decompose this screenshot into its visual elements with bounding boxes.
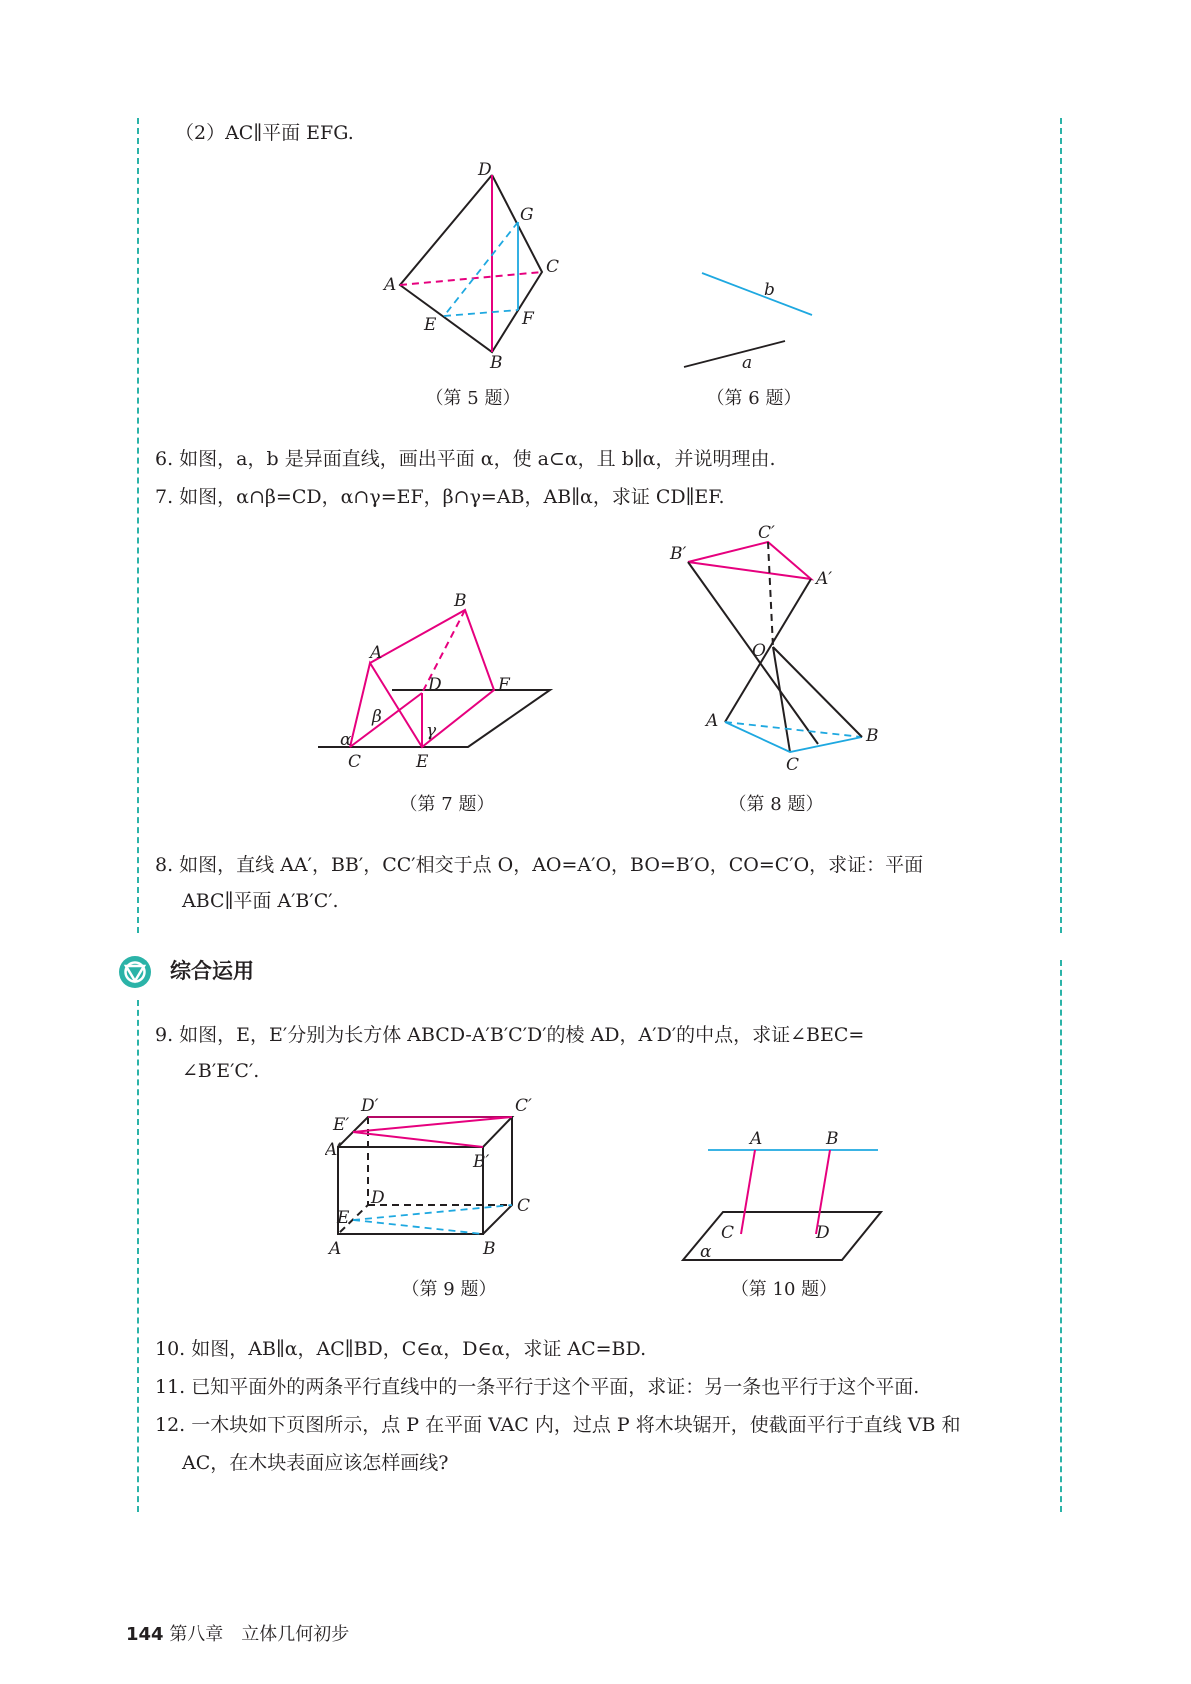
figure-9 (325, 1095, 555, 1265)
fig9-label-Cp: C′ (515, 1096, 532, 1116)
caption-fig6: （第 6 题） (706, 388, 802, 409)
fig10-label-D: D (816, 1223, 830, 1243)
figure-5 (380, 160, 580, 370)
figure-8 (668, 522, 888, 772)
question-8-line1: 8. 如图，直线 AA′，BB′，CC′相交于点 O，AO=A′O，BO=B′O，CO=C′O，求证：平面 (155, 854, 924, 876)
fig9-top-edges (338, 1117, 512, 1147)
section-title: 综合运用 (170, 959, 254, 983)
fig8-label-C: C (786, 755, 800, 772)
fig5-edge-EF (444, 310, 518, 316)
fig5-label-C: C (546, 257, 560, 277)
fig7-label-beta: β (372, 707, 382, 727)
fig5-label-A: A (384, 275, 397, 295)
question-6: 6. 如图，a，b 是异面直线，画出平面 α，使 a⊂α，且 b∥α，并说明理由. (155, 448, 776, 470)
page-footer (126, 1623, 349, 1647)
question-10: 10. 如图，AB∥α，AC∥BD，C∈α，D∈α，求证 AC=BD. (155, 1338, 647, 1360)
fig10-plane (683, 1212, 881, 1260)
fig10-label-B: B (826, 1130, 839, 1149)
fig8-label-B: B (866, 726, 879, 746)
fig9-label-E: E (337, 1208, 350, 1228)
fig8-line-AA (725, 579, 811, 722)
fig8-label-Bp: B′ (670, 544, 687, 564)
fig5-outline (400, 175, 542, 352)
fig9-label-Ap: A′ (325, 1140, 342, 1160)
question-12-line2: AC，在木块表面应该怎样画线? (182, 1452, 449, 1474)
fig8-label-O: O (752, 641, 766, 661)
fig10-label-C: C (721, 1223, 735, 1243)
fig8-triangle-top (688, 542, 811, 579)
fig5-label-E: E (424, 315, 437, 335)
caption-fig7: （第 7 题） (399, 794, 495, 815)
fig8-label-A: A (706, 711, 719, 731)
frame-right-dash-top (1060, 118, 1062, 933)
frame-left-dash-top (137, 118, 139, 933)
fig8-label-Ap: A′ (816, 569, 833, 589)
caption-fig8: （第 8 题） (728, 794, 824, 815)
fig7-label-alpha: α (340, 730, 352, 750)
fig7-label-gamma: γ (426, 721, 437, 741)
fig7-label-D: D (428, 675, 442, 695)
fig10-AC (741, 1150, 755, 1234)
caption-fig5: （第 5 题） (425, 388, 521, 409)
fig5-label-B: B (490, 353, 503, 370)
fig7-label-A: A (370, 643, 383, 663)
fig10-label-A: A (750, 1130, 763, 1149)
fig9-label-C: C (517, 1196, 531, 1216)
figure-10 (678, 1130, 898, 1265)
frame-left-dash-bottom (137, 1000, 139, 1512)
fig7-label-F: F (498, 675, 510, 695)
fig9-label-D: D (371, 1188, 385, 1208)
section-icon (118, 955, 152, 989)
question-12-line1: 12. 一木块如下页图所示，点 P 在平面 VAC 内，过点 P 将木块锯开，使截面平行于直线 VB 和 (155, 1414, 961, 1436)
fig9-EB (353, 1220, 483, 1234)
question-8-line2: ABC∥平面 A′B′C′. (182, 890, 339, 912)
fig8-triangle-bottom-solid (725, 722, 862, 752)
fig7-label-B: B (454, 591, 467, 611)
fig9-label-Bp: B′ (473, 1152, 490, 1172)
question-9-line1: 9. 如图，E，E′分别为长方体 ABCD-A′B′C′D′的棱 AD，A′D′的中点，求证∠BEC= (155, 1024, 865, 1046)
fig8-label-Cp: C′ (758, 523, 775, 543)
fig5-edge-GE (444, 222, 518, 316)
fig6-label-b: b (764, 280, 775, 300)
fig9-label-Dp: D′ (361, 1096, 379, 1116)
fig10-BD (816, 1150, 830, 1234)
figure-6 (680, 265, 830, 375)
fig7-label-C: C (348, 752, 362, 770)
fig7-label-E: E (416, 752, 429, 770)
frame-right-dash-bottom (1060, 960, 1062, 1512)
fig10-label-alpha: α (700, 1242, 712, 1262)
fig6-label-a: a (742, 353, 753, 373)
fig5-label-D: D (478, 160, 492, 180)
fig6-line-a (684, 341, 785, 367)
fig9-label-A: A (329, 1239, 342, 1259)
q5-part2: （2）AC∥平面 EFG. (175, 122, 354, 144)
fig9-label-Ep: E′ (333, 1115, 350, 1135)
figure-7 (310, 590, 560, 770)
fig8-edge-AB (725, 722, 862, 737)
fig9-right-edges (483, 1117, 512, 1234)
fig5-label-G: G (520, 205, 534, 225)
fig5-label-F: F (522, 309, 534, 329)
fig9-label-B: B (483, 1239, 496, 1259)
chapter-title: 第八章 立体几何初步 (169, 1624, 350, 1645)
fig6-line-b (702, 273, 812, 315)
caption-fig10: （第 10 题） (730, 1279, 838, 1300)
question-9-line2: ∠B′E′C′. (182, 1060, 260, 1082)
fig8-line-CC (768, 542, 773, 647)
question-7: 7. 如图，α∩β=CD，α∩γ=EF，β∩γ=AB，AB∥α，求证 CD∥EF. (155, 486, 725, 508)
question-11: 11. 已知平面外的两条平行直线中的一条平行于这个平面，求证：另一条也平行于这个平面. (155, 1376, 920, 1398)
page-number: 144 (126, 1624, 164, 1645)
caption-fig9: （第 9 题） (401, 1279, 497, 1300)
